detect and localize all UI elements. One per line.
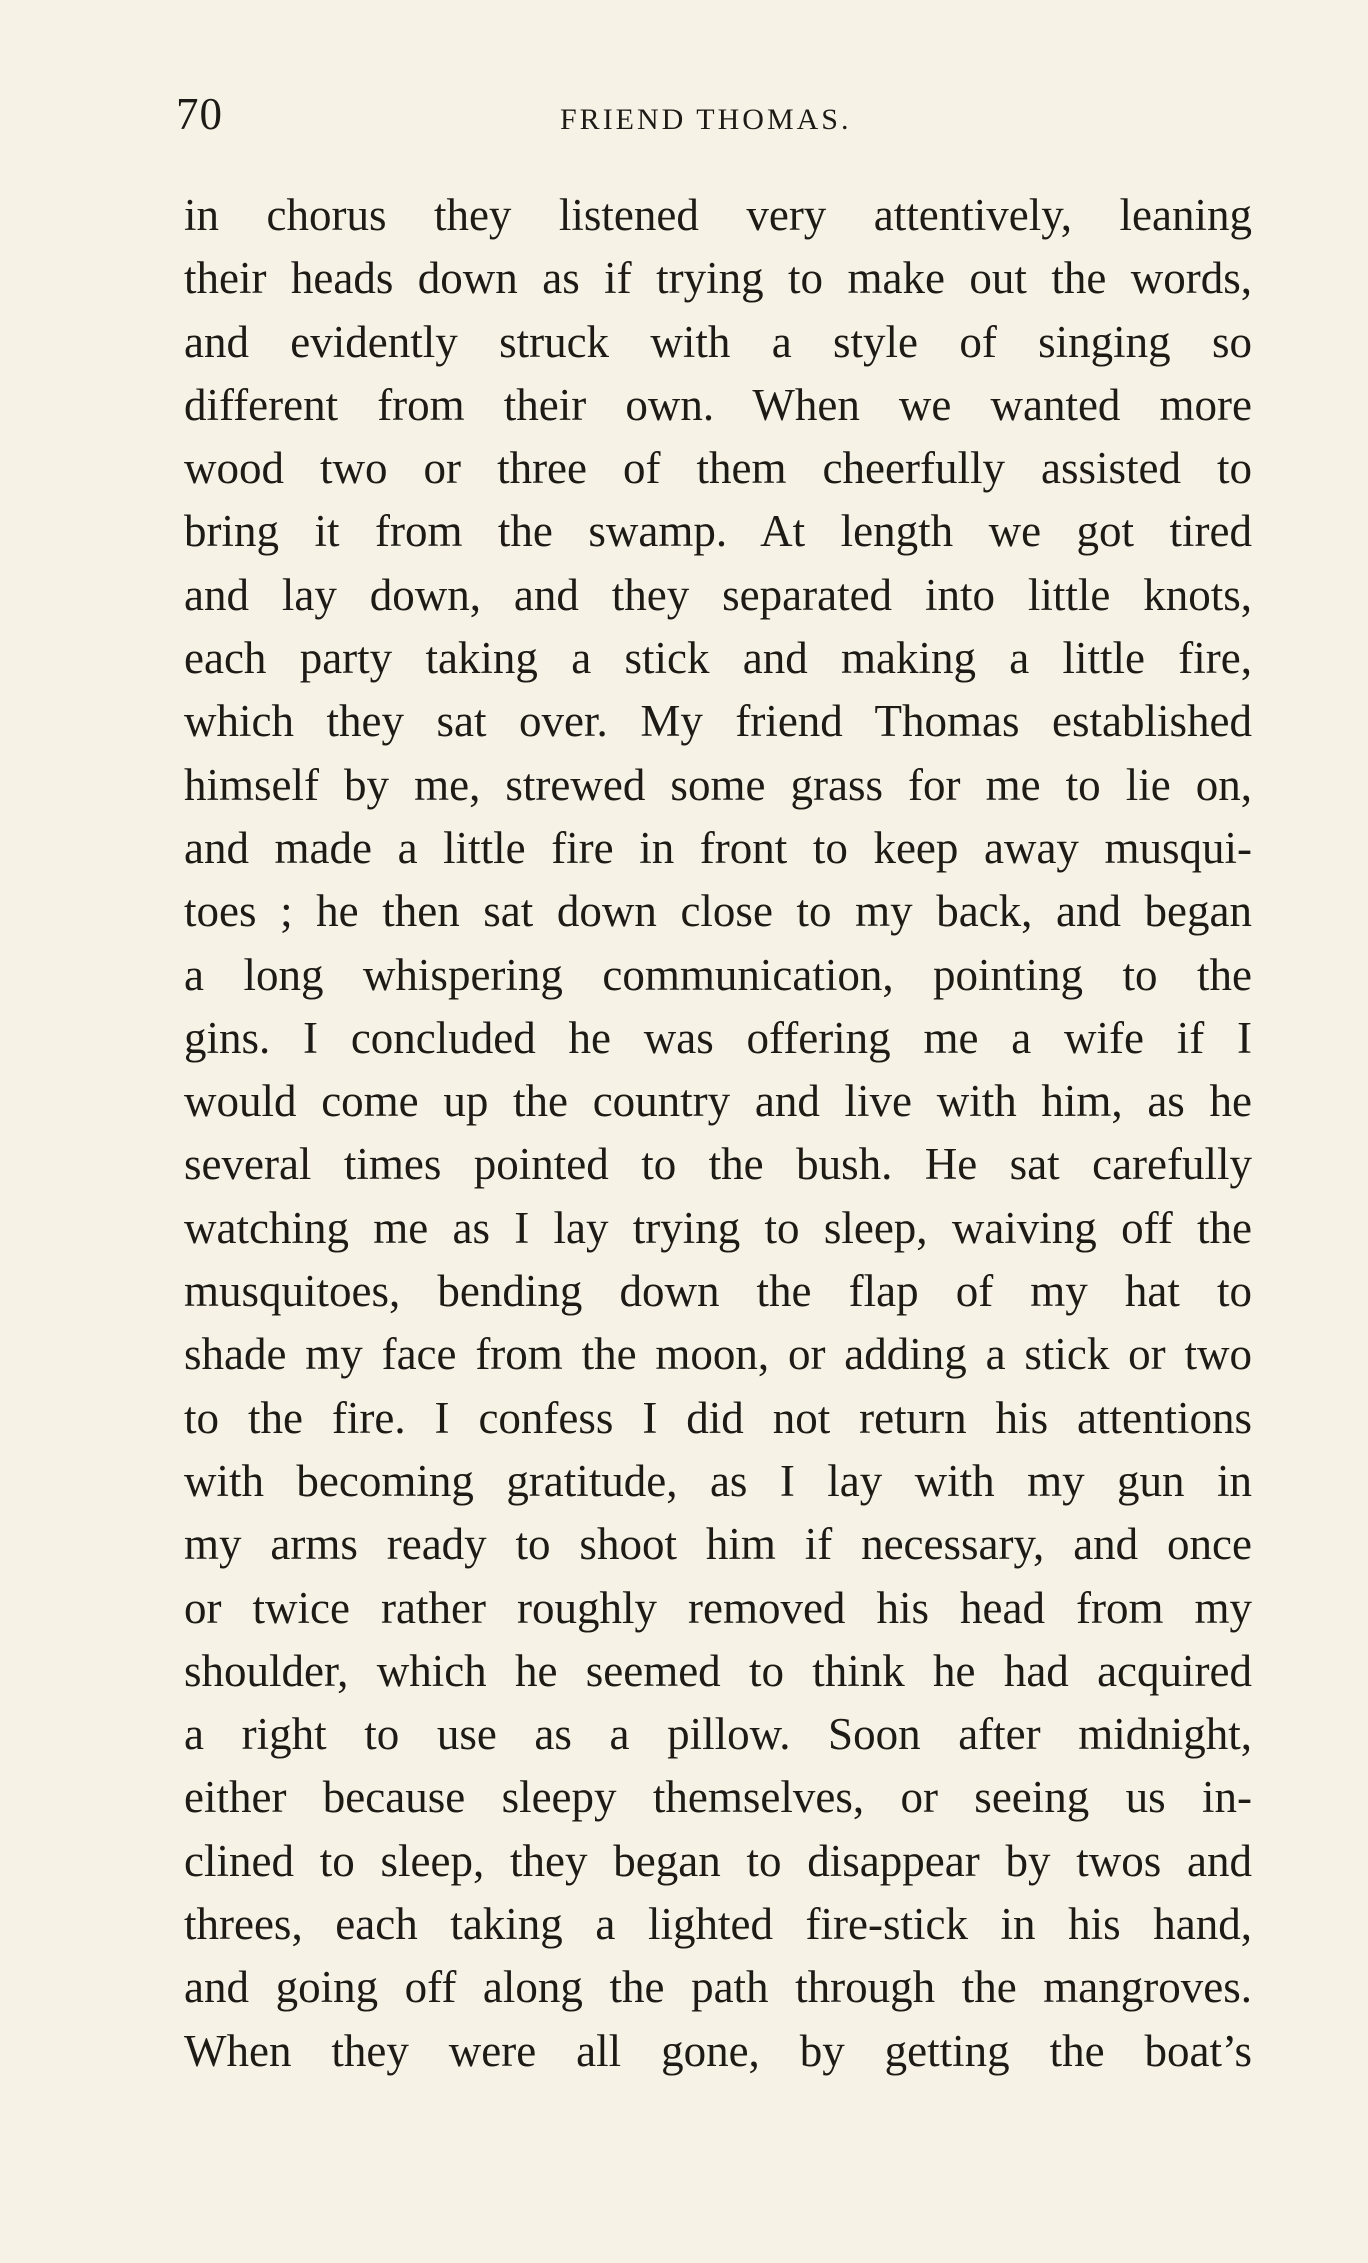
- text-line: different from their own. When we wanted more: [184, 379, 1252, 430]
- text-line: himself by me, strewed some grass for me to lie on,: [184, 759, 1252, 810]
- page-number: 70: [176, 89, 223, 139]
- text-line: several times pointed to the bush. He sat carefully: [184, 1139, 1252, 1190]
- text-line: wood two or three of them cheerfully assisted to: [184, 443, 1252, 494]
- text-line: in chorus they listened very attentively, leaning: [184, 190, 1252, 240]
- body-text: [184, 184, 1252, 2083]
- text-line: and evidently struck with a style of singing so: [184, 316, 1252, 367]
- text-line: and going off along the path through the mangroves.: [184, 1962, 1252, 2013]
- text-line: with becoming gratitude, as I lay with my gun in: [184, 1455, 1252, 1506]
- text-line: clined to sleep, they began to disappear by twos and: [184, 1835, 1252, 1886]
- text-line: a long whispering communication, pointing to the: [184, 949, 1252, 1000]
- text-line: each party taking a stick and making a little fire,: [184, 633, 1252, 684]
- text-line: and made a little fire in front to keep away musqui-: [184, 822, 1252, 873]
- text-line: would come up the country and live with him, as he: [184, 1076, 1252, 1127]
- text-line: my arms ready to shoot him if necessary, and once: [184, 1519, 1252, 1570]
- text-line: When they were all gone, by getting the boat’s: [184, 2025, 1252, 2076]
- text-line: and lay down, and they separated into little knots,: [184, 569, 1252, 620]
- running-head: FRIEND THOMAS.: [560, 103, 852, 136]
- text-line: their heads down as if trying to make out the words,: [184, 253, 1252, 304]
- text-line: shade my face from the moon, or adding a stick or two: [184, 1329, 1252, 1380]
- text-line: shoulder, which he seemed to think he had acquired: [184, 1645, 1252, 1696]
- text-line: which they sat over. My friend Thomas established: [184, 696, 1252, 747]
- text-line: a right to use as a pillow. Soon after midnight,: [184, 1709, 1252, 1760]
- text-line: watching me as I lay trying to sleep, waiving off the: [184, 1202, 1252, 1253]
- text-line: threes, each taking a lighted fire-stick in his hand,: [184, 1899, 1252, 1950]
- text-line: bring it from the swamp. At length we got tired: [184, 506, 1252, 557]
- text-line: toes ; he then sat down close to my back, and began: [184, 886, 1252, 937]
- text-line: musquitoes, bending down the flap of my hat to: [184, 1266, 1252, 1317]
- text-line: either because sleepy themselves, or seeing us in-: [184, 1772, 1252, 1823]
- text-line: to the fire. I confess I did not return his attentions: [184, 1392, 1252, 1443]
- text-line: or twice rather roughly removed his head from my: [184, 1582, 1252, 1633]
- text-line: gins. I concluded he was offering me a wife if I: [184, 1012, 1252, 1063]
